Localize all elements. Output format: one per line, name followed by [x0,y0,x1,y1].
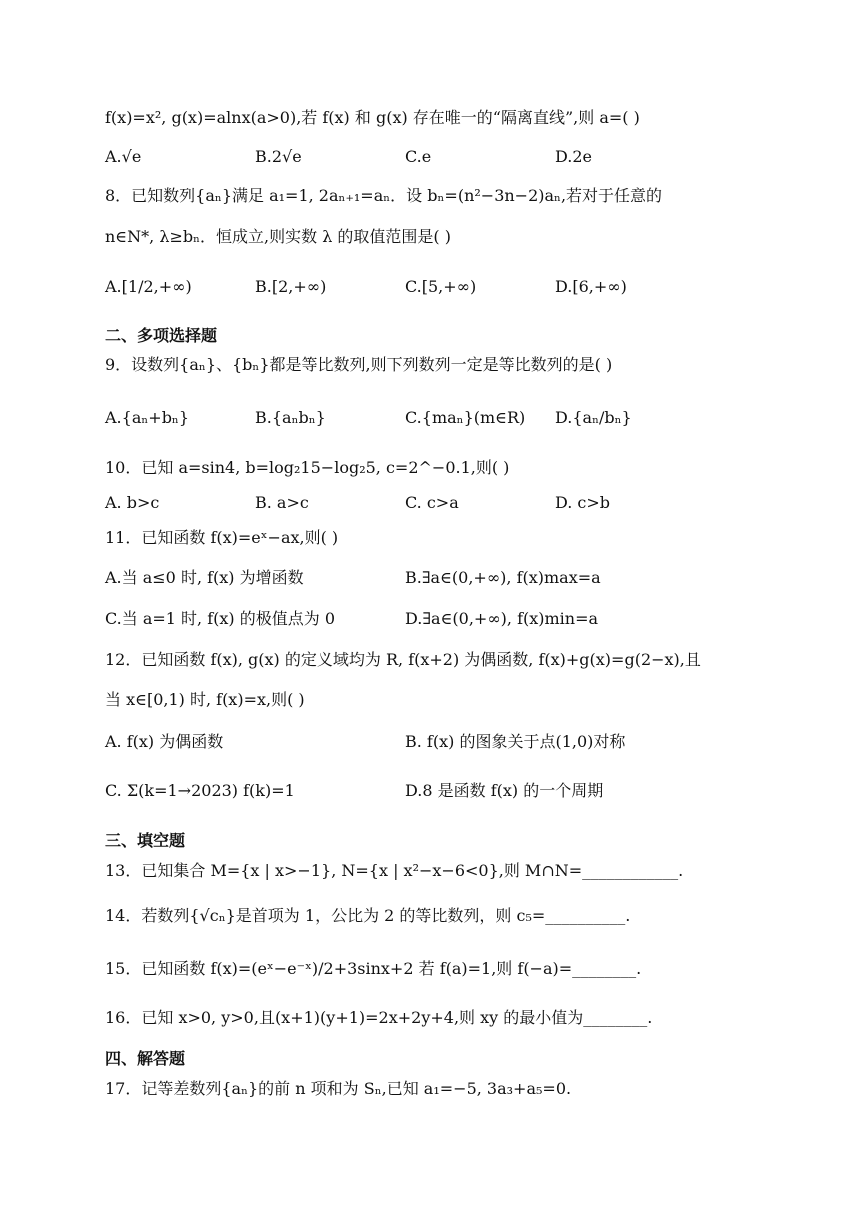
q9-option-c: C.{maₙ}(m∈R) [405,408,526,427]
q12-option-c: C. Σ(k=1→2023) f(k)=1 [105,781,295,800]
q7-option-b: B.2√e [255,147,302,166]
q12-option-b: B. f(x) 的图象关于点(1,0)对称 [405,732,626,751]
section-heading-fill-in: 三、填空题 [105,831,186,850]
q14-stem: 14．若数列{√cₙ}是首项为 1，公比为 2 的等比数列，则 c₅=__________. [105,906,631,925]
q13-stem: 13．已知集合 M={x | x>−1}, N={x | x²−x−6<0},则 M∩N=____________. [105,861,684,880]
q12-option-a: A. f(x) 为偶函数 [105,732,224,751]
q10-option-d: D. c>b [555,493,611,512]
q16-stem: 16．已知 x>0, y>0,且(x+1)(y+1)=2x+2y+4,则 xy 的最小值为________. [105,1008,653,1027]
q10-stem: 10．已知 a=sin4, b=log₂15−log₂5, c=2^−0.1,则( ) [105,458,510,477]
section-heading-multiple-choice: 二、多项选择题 [105,326,218,345]
q10-option-a: A. b>c [105,493,160,512]
q11-option-c: C.当 a=1 时, f(x) 的极值点为 0 [105,609,336,628]
q17-stem: 17．记等差数列{aₙ}的前 n 项和为 Sₙ,已知 a₁=−5, 3a₃+a₅=0. [105,1079,572,1098]
q7-option-d: D.2e [555,147,592,166]
q8-stem-line2: n∈N*, λ≥bₙ．恒成立,则实数 λ 的取值范围是( ) [105,227,452,246]
q11-stem: 11．已知函数 f(x)=eˣ−ax,则( ) [105,528,339,547]
q8-stem-line1: 8．已知数列{aₙ}满足 a₁=1, 2aₙ₊₁=aₙ．设 bₙ=(n²−3n−2)aₙ,若对于任意的 [105,186,663,205]
q12-stem-line2: 当 x∈[0,1) 时, f(x)=x,则( ) [105,690,305,709]
q12-option-d: D.8 是函数 f(x) 的一个周期 [405,781,604,800]
q8-option-d: D.[6,+∞) [555,277,627,296]
q9-option-d: D.{aₙ/bₙ} [555,408,632,427]
q7-stem-line: f(x)=x², g(x)=alnx(a>0),若 f(x) 和 g(x) 存在唯一的“隔离直线”,则 a=( ) [105,108,640,127]
q9-option-b: B.{aₙbₙ} [255,408,326,427]
q8-option-c: C.[5,+∞) [405,277,477,296]
q7-option-c: C.e [405,147,432,166]
q11-option-b: B.∃a∈(0,+∞), f(x)max=a [405,568,601,587]
section-heading-answer: 四、解答题 [105,1049,186,1068]
q11-option-a: A.当 a≤0 时, f(x) 为增函数 [105,568,304,587]
q10-option-c: C. c>a [405,493,459,512]
q10-option-b: B. a>c [255,493,309,512]
q11-option-d: D.∃a∈(0,+∞), f(x)min=a [405,609,599,628]
q8-option-a: A.[1/2,+∞) [105,277,192,296]
q12-stem-line1: 12．已知函数 f(x), g(x) 的定义域均为 R, f(x+2) 为偶函数, f(x)+g(x)=g(2−x),且 [105,650,701,669]
q15-stem: 15．已知函数 f(x)=(eˣ−e⁻ˣ)/2+3sinx+2 若 f(a)=1,则 f(−a)=________. [105,959,642,978]
q7-option-a: A.√e [105,147,142,166]
q9-stem: 9．设数列{aₙ}、{bₙ}都是等比数列,则下列数列一定是等比数列的是( ) [105,355,613,374]
q8-option-b: B.[2,+∞) [255,277,327,296]
q9-option-a: A.{aₙ+bₙ} [105,408,190,427]
